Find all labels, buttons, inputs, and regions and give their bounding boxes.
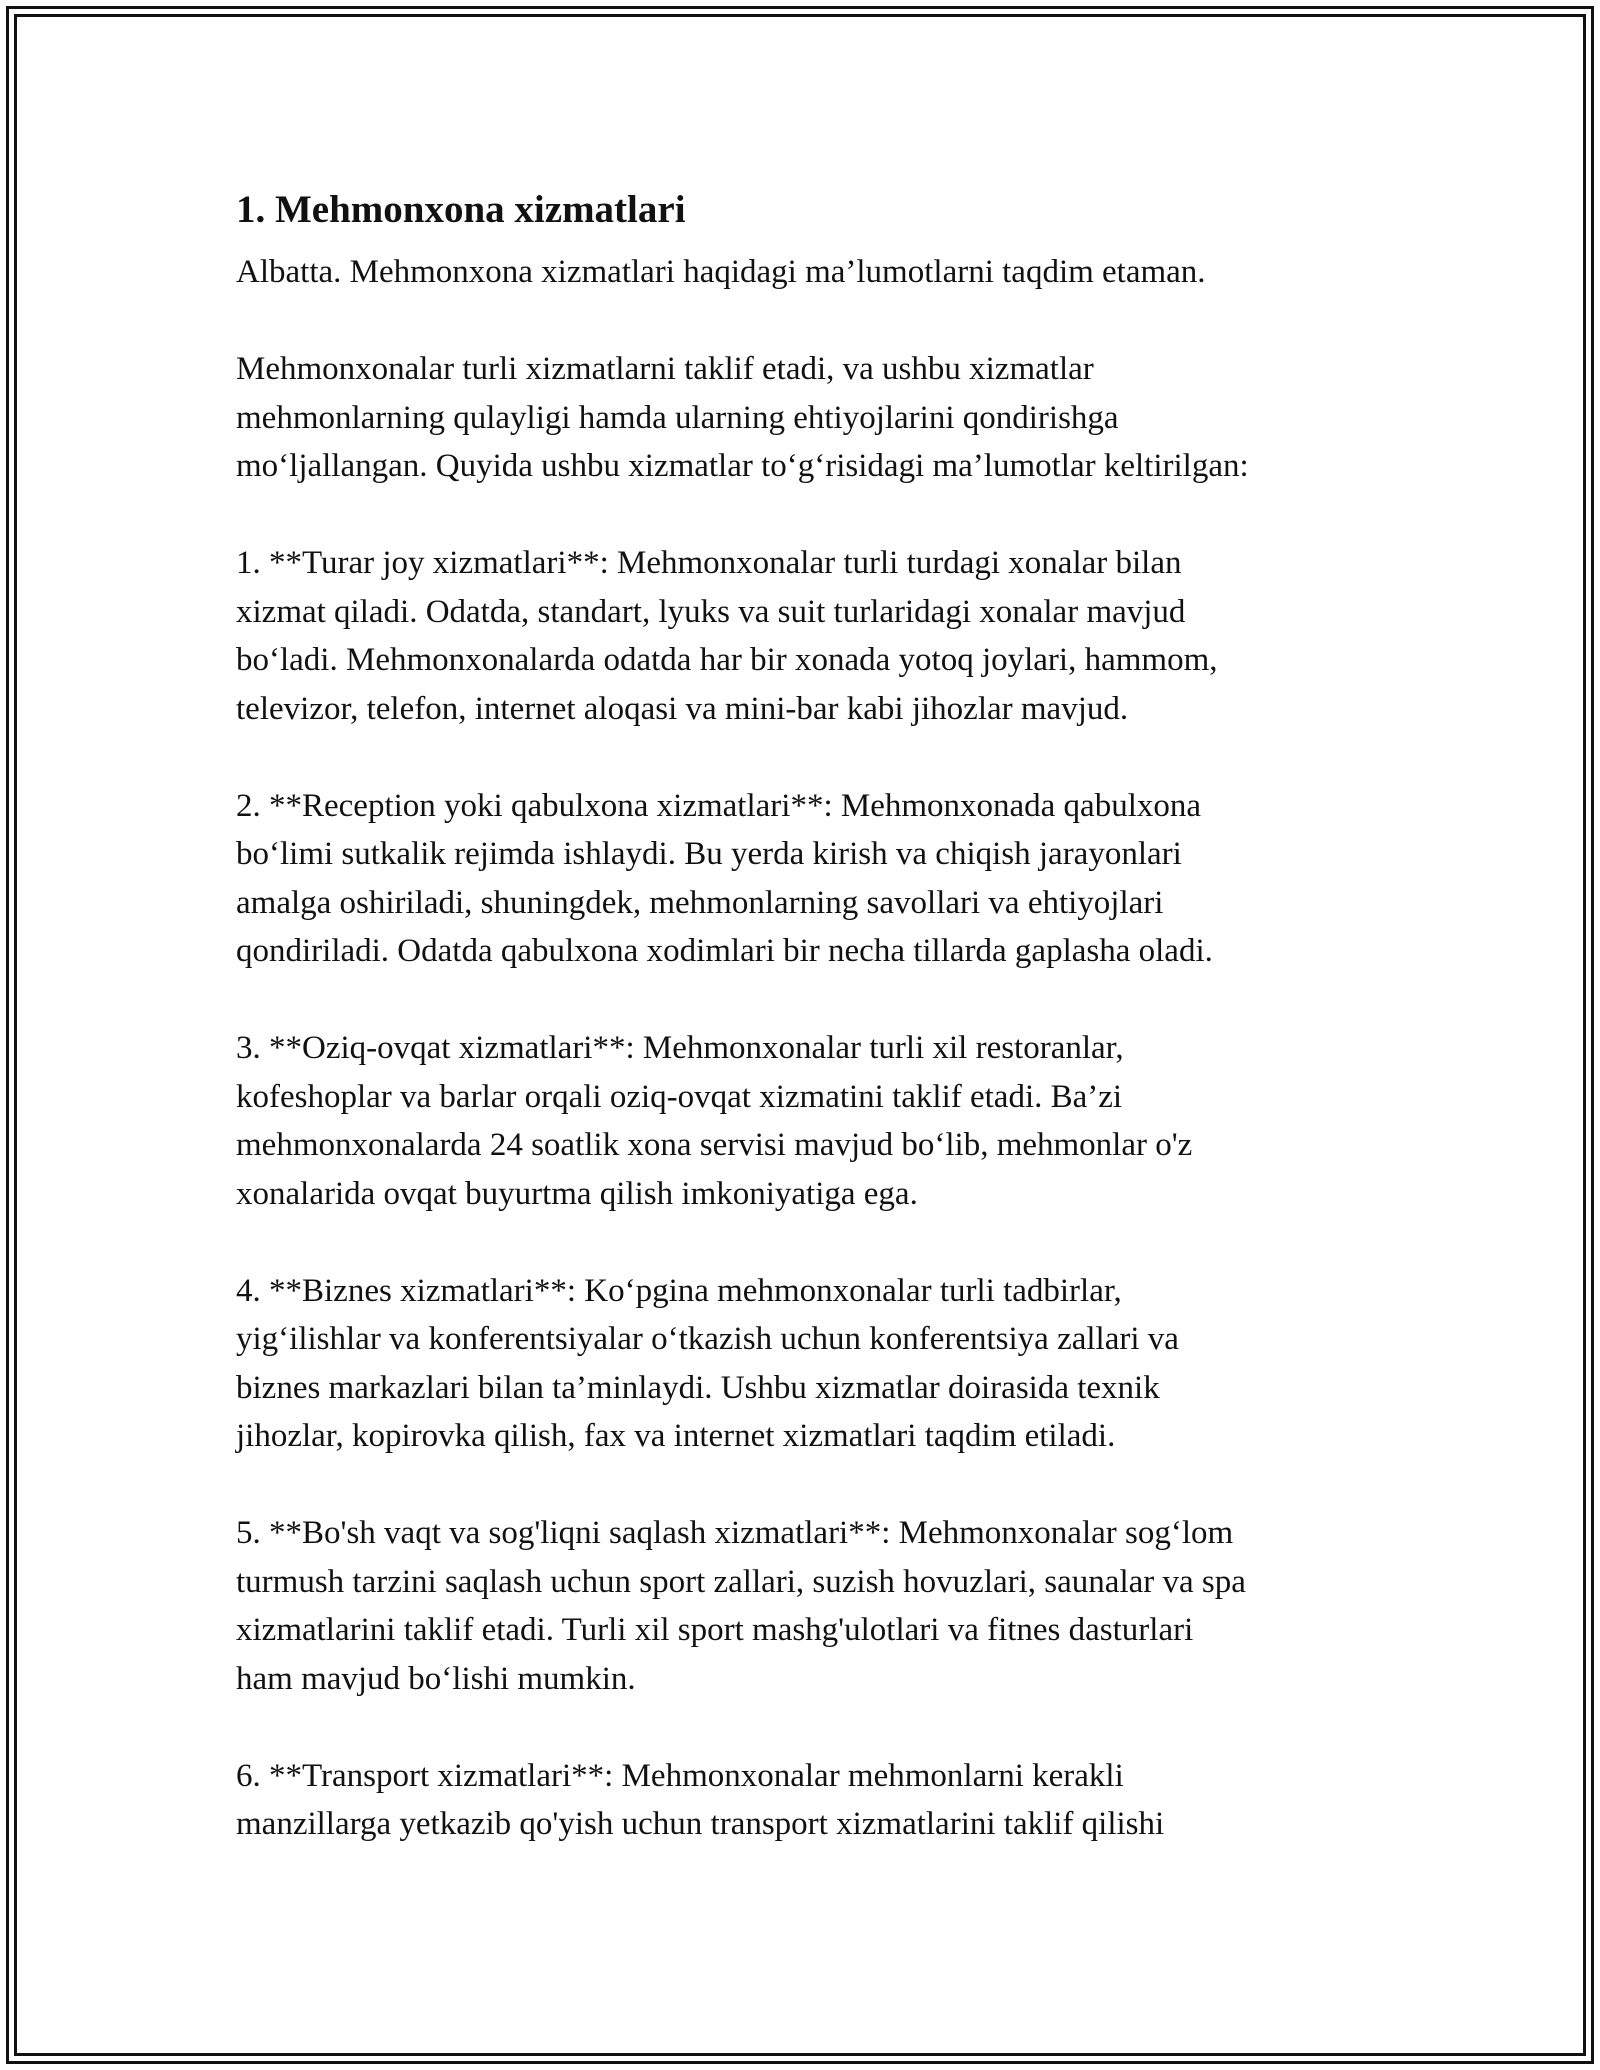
overview-paragraph bbox=[236, 345, 1376, 491]
list-item-accommodation bbox=[236, 539, 1376, 733]
text-line: 2. **Reception yoki qabulxona xizmatlari**: Mehmonxonada qabulxona bbox=[236, 787, 1202, 824]
list-item-food bbox=[236, 1024, 1376, 1218]
intro-paragraph bbox=[236, 248, 1376, 297]
text-line: mo‘ljallangan. Quyida ushbu xizmatlar to‘g‘risidagi ma’lumotlar keltirilgan: bbox=[236, 448, 1249, 484]
document-body bbox=[236, 186, 1376, 1849]
text-line: Mehmonxonalar turli xizmatlarni taklif etadi, va ushbu xizmatlar bbox=[236, 351, 1094, 387]
text-line: xonalarida ovqat buyurtma qilish imkoniyatiga ega. bbox=[236, 1175, 918, 1212]
text-line: biznes markazlari bilan ta’minlaydi. Ushbu xizmatlar doirasida texnik bbox=[236, 1369, 1160, 1406]
text-line: 4. **Biznes xizmatlari**: Ko‘pgina mehmonxonalar turli tadbirlar, bbox=[236, 1272, 1122, 1309]
text-line: 3. **Oziq-ovqat xizmatlari**: Mehmonxonalar turli xil restoranlar, bbox=[236, 1030, 1124, 1066]
text-line: bo‘limi sutkalik rejimda ishlaydi. Bu yerda kirish va chiqish jarayonlari bbox=[236, 836, 1182, 872]
list-item-transport bbox=[236, 1752, 1376, 1849]
text-line: manzillarga yetkazib qo'yish uchun transport xizmatlarini taklif qilishi bbox=[236, 1806, 1165, 1842]
section-heading: 1. Mehmonxona xizmatlari bbox=[236, 188, 686, 231]
text-line: mehmonxonalarda 24 soatlik xona servisi mavjud bo‘lib, mehmonlar o'z bbox=[236, 1127, 1193, 1163]
list-item-reception bbox=[236, 782, 1376, 976]
text-line: 5. **Bo'sh vaqt va sog'liqni saqlash xizmatlari**: Mehmonxonalar sog‘lom bbox=[236, 1515, 1234, 1551]
text-line: bo‘ladi. Mehmonxonalarda odatda har bir xonada yotoq joylari, hammom, bbox=[236, 642, 1218, 678]
list-item-leisure bbox=[236, 1509, 1376, 1703]
text-line: yig‘ilishlar va konferentsiyalar o‘tkazish uchun konferentsiya zallari va bbox=[236, 1321, 1179, 1357]
text-line: ham mavjud bo‘lishi mumkin. bbox=[236, 1660, 636, 1697]
text-line: jihozlar, kopirovka qilish, fax va internet xizmatlari taqdim etiladi. bbox=[236, 1418, 1116, 1454]
list-item-business bbox=[236, 1267, 1376, 1461]
text-line: turmush tarzini saqlash uchun sport zallari, suzish hovuzlari, saunalar va spa bbox=[236, 1563, 1246, 1600]
text-line: 1. **Turar joy xizmatlari**: Mehmonxonalar turli turdagi xonalar bilan bbox=[236, 545, 1182, 581]
text-line: amalga oshiriladi, shuningdek, mehmonlarning savollari va ehtiyojlari bbox=[236, 884, 1164, 921]
text-line: mehmonlarning qulayligi hamda ularning ehtiyojlarini qondirishga bbox=[236, 399, 1119, 436]
text-line: televizor, telefon, internet aloqasi va mini-bar kabi jihozlar mavjud. bbox=[236, 690, 1129, 727]
text-line: Albatta. Mehmonxona xizmatlari haqidagi ma’lumotlarni taqdim etaman. bbox=[236, 254, 1206, 290]
text-line: xizmatlarini taklif etadi. Turli xil sport mashg'ulotlari va fitnes dasturlari bbox=[236, 1612, 1194, 1648]
text-line: 6. **Transport xizmatlari**: Mehmonxonalar mehmonlarni kerakli bbox=[236, 1757, 1124, 1794]
text-line: xizmat qiladi. Odatda, standart, lyuks va suit turlaridagi xonalar mavjud bbox=[236, 593, 1186, 630]
text-line: qondiriladi. Odatda qabulxona xodimlari bir necha tillarda gaplasha oladi. bbox=[236, 933, 1213, 969]
text-line: kofeshoplar va barlar orqali oziq-ovqat xizmatini taklif etadi. Ba’zi bbox=[236, 1078, 1123, 1115]
